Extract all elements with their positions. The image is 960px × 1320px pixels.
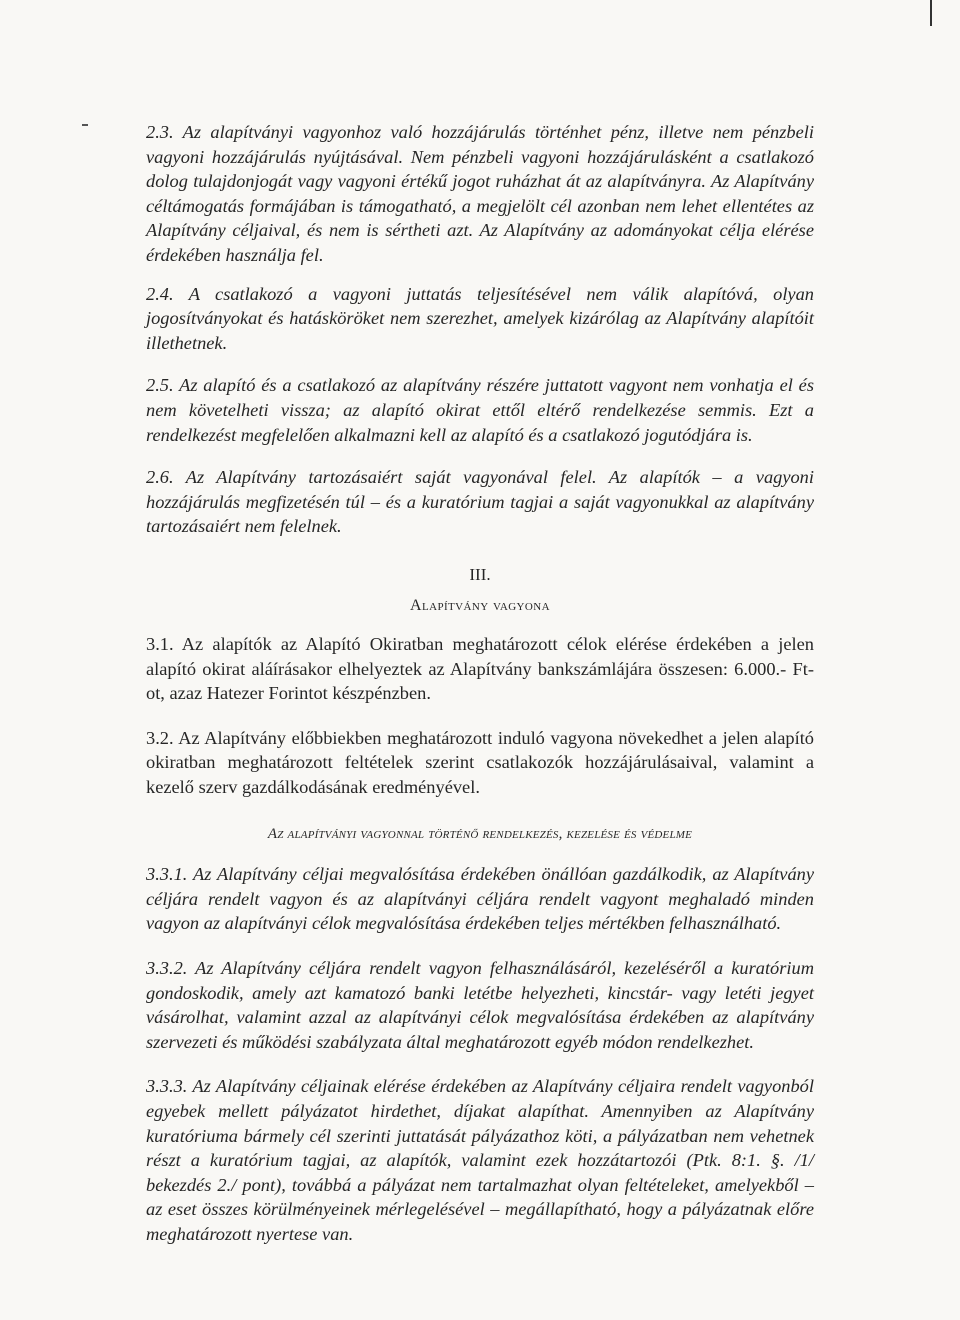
paragraph-3-3-1: 3.3.1. Az Alapítvány céljai megvalósítása érdekében önállóan gazdálkodik, az Alapítvány céljára rendelt vagyon és az alapítványi céljára rendelt vagyont meghaladó minden vagyon az alapítványi célok megvalósítása érdekében teljes mértékben felhasználható. [146, 864, 814, 934]
paragraph-2-5: 2.5. Az alapító és a csatlakozó az alapítvány részére juttatott vagyont nem vonhatja el és nem követelheti vissza; az alapító okirat ettől eltérő rendelkezése semmis. Ezt a rendelkezést megfelelően alkalmazni kell az alapító és a csatlakozó jogutódjára is. [146, 375, 814, 445]
paragraph-2-6: 2.6. Az Alapítvány tartozásaiért saját vagyonával felel. Az alapítók – a vagyoni hozzájárulás megfizetésén túl – és a kuratórium tagjai a saját vagyonukkal az alapítvány tartozásaiért nem felelnek. [146, 467, 814, 537]
paragraph-3-2: 3.2. Az Alapítvány előbbiekben meghatározott induló vagyona növekedhet a jelen alapító okiratban meghatározott feltételek szerint csatlakozók hozzájárulásaival, valamint a kezelő szerv gazdálkodásának eredményével. [146, 727, 814, 798]
paragraph-2-3: 2.3. Az alapítványi vagyonhoz való hozzájárulás történhet pénz, illetve nem pénzbeli vagyoni hozzájárulás nyújtásával. Nem pénzbeli vagyoni hozzájárulásként a csatlakozó dolog tulajdonjogát vagy vagyoni értékű jogot ruházhat át az alapítványra. Az Alapítvány céltámogatás formájában is támogatható, a megjelölt cél azonban nem lehet ellentétes az Alapítvány céljaival, és nem is sértheti azt. Az Alapítvány az adományokat célja elérése érdekében használja fel. [146, 122, 814, 265]
paragraph-2-4: 2.4. A csatlakozó a vagyoni juttatás teljesítésével nem válik alapítóvá, olyan jogosítványokat és hatásköröket nem szerezhet, amelyek kizárólag az Alapítvány alapítóit illethetnek. [146, 283, 814, 353]
section-number: III. [469, 564, 491, 584]
paragraph-3-3-3: 3.3.3. Az Alapítvány céljainak elérése érdekében az Alapítvány céljaira rendelt vagyonból egyebek mellett pályázatot hirdethet, díjakat alapíthat. Amennyiben az Alapítvány kuratóriuma bármely cél szerinti juttatását pályázathoz köti, a pályázatban nem vehetnek részt a kuratórium tagjai, az alapítók, valamint ezek hozzátartozói (Ptk. 8:1. §. /1/ bekezdés 2./ pont), továbbá a pályázat nem tartalmazhat olyan feltételeket, amelyekből – az eset összes körülményeinek mérlegelésével – megállapítható, hogy a pályázatnak előre meghatározott nyertese van. [146, 1076, 814, 1244]
paragraph-3-1: 3.1. Az alapítók az Alapító Okiratban meghatározott célok elérése érdekében a jelen alapító okirat aláírásakor elhelyeztek az Alapítvány bankszámlájára összesen: 6.000.- Ft-ot, azaz Hatezer Forintot készpénzben. [146, 634, 814, 704]
paragraph-3-3-2: 3.3.2. Az Alapítvány céljára rendelt vagyon felhasználásáról, kezeléséről a kuratórium gondoskodik, amely azt kamatozó banki letétbe helyezheti, kincstár- vagy letéti jegyet vásárolhat, valamint azzal az alapítványi célok megvalósítása érdekében az alapítvány szervezeti és működési szabályzata által meghatározott egyéb módon rendelkezhet. [146, 958, 814, 1052]
scan-edge-mark [930, 0, 932, 26]
section-heading [146, 563, 814, 618]
scan-mark [82, 124, 88, 126]
subsection-heading: Az alapítványi vagyonnal történő rendelkezés, kezelése és védelme [267, 825, 693, 842]
section-title: Alapítvány vagyona [410, 596, 550, 614]
